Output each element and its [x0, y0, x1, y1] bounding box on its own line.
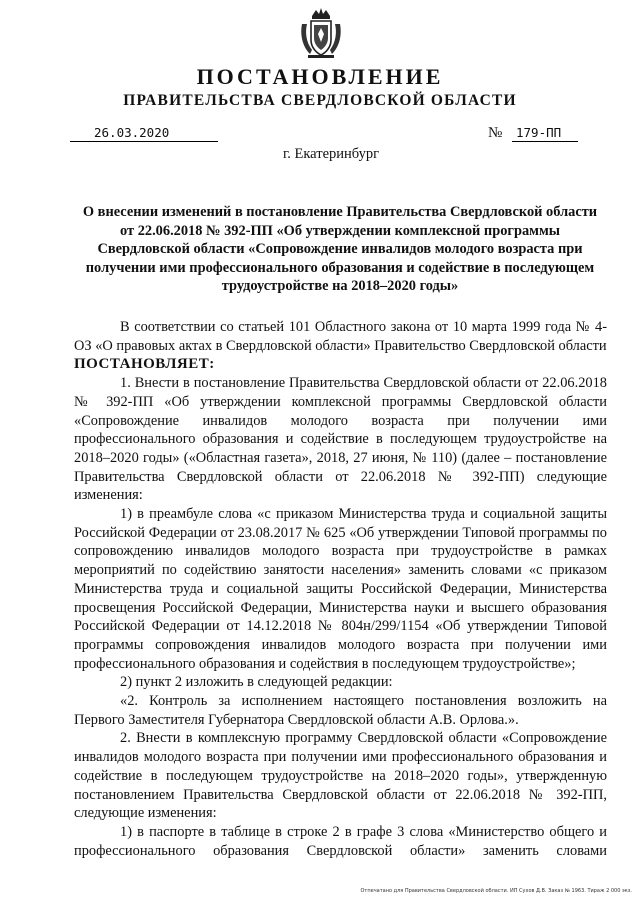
print-imprint: Отпечатано для Правительства Свердловской области. ИП Сухов Д.В. Заказ № 1963. Тираж 2 000 экз.: [360, 888, 632, 894]
document-city: г. Екатеринбург: [282, 146, 380, 162]
document-subtitle: ПРАВИТЕЛЬСТВА СВЕРДЛОВСКОЙ ОБЛАСТИ: [123, 92, 517, 109]
document-date: 26.03.2020: [70, 125, 218, 142]
paragraph-2-subitem-1: 1) в паспорте в таблице в строке 2 в графе 3 слова «Министерство общего и профессионального образования Свердловской области» заменить словами: [74, 823, 607, 859]
document-body: [74, 318, 607, 860]
intro-paragraph: В соответствии со статьей 101 Областного закона от 10 марта 1999 года № 4-ОЗ «О правовых актах в Свердловской области» Правительство Свердловской области: [74, 319, 607, 354]
heading-line: от 22.06.2018 № 392-ПП «Об утверждении комплексной программы: [120, 222, 560, 239]
paragraph-1-quote: «2. Контроль за исполнением настоящего постановления возложить на Первого Заместителя Губернатора Свердловской области А.В. Орлова.».: [74, 693, 607, 728]
document-number: 179-ПП: [512, 125, 578, 142]
number-sign: №: [488, 125, 503, 141]
paragraph-2: 2. Внести в комплексную программу Свердловской области «Сопровождение инвалидов молодого возраста при получении ими профессионального образования и содействие в последующем трудоустройстве на 2018–2020 годы», утвержденную постановлением Правительства Свердловской области от 22.06.2018 № 392-ПП, следующие изменения:: [74, 730, 607, 822]
paragraph-1-subitem-2: 2) пункт 2 изложить в следующей редакции:: [120, 674, 393, 691]
heading-line: трудоустройстве на 2018–2020 годы»: [221, 278, 459, 294]
coat-of-arms-icon: [298, 6, 344, 60]
heading-line: О внесении изменений в постановление Правительства Свердловской области: [82, 204, 598, 220]
heading-line: Свердловской области «Сопровождение инвалидов молодого возраста при: [97, 241, 583, 257]
paragraph-1: 1. Внести в постановление Правительства Свердловской области от 22.06.2018 № 392-ПП «Об утверждении комплексной программы Свердловской области «Сопровождение инвалидов молодого возраста при получении ими профессионального образования и содействие в последующем трудоустройстве на 2018–2020 годы» («Областная газета», 2018, 27 июня, № 110) (далее – постановление Правительства Свердловской области от 22.06.2018 № 392-ПП) следующие изменения:: [74, 375, 607, 504]
heading-line: получении ими профессионального образования и содействие в последующем: [85, 259, 595, 276]
resolves-label: ПОСТАНОВЛЯЕТ:: [74, 356, 215, 373]
paragraph-1-subitem-1: 1) в преамбуле слова «с приказом Министерства труда и социальной защиты Российской Федерации от 23.08.2017 № 625 «Об утверждении Типовой программы по сопровождению инвалидов молодого возраста при трудоустройстве в рамках мероприятий по содействию занятости населения» заменить словами «с приказом Министерства труда и социальной защиты Российской Федерации, Министерства просвещения Российской Федерации, Министерства науки и высшего образования Российской Федерации от 14.12.2018 № 804н/299/1154 «Об утверждении Типовой программы сопровождения инвалидов молодого возраста при получении ими профессионального образования и содействия в последующем трудоустройстве»;: [74, 506, 607, 672]
document-heading: [75, 203, 605, 296]
document-title: ПОСТАНОВЛЕНИЕ: [196, 64, 444, 89]
